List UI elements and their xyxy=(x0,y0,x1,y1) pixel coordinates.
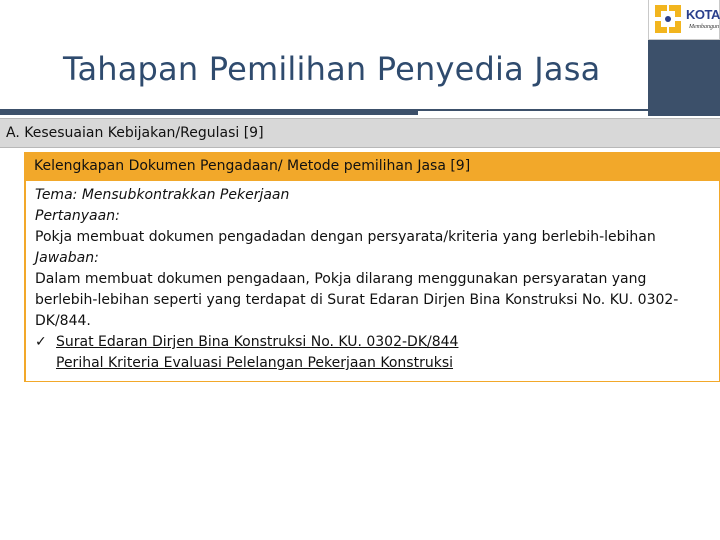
subsection-header: Kelengkapan Dokumen Pengadaan/ Metode pemilihan Jasa [9] xyxy=(24,152,720,180)
reference-link-subtitle[interactable]: Perihal Kriteria Evaluasi Pelelangan Pekerjaan Konstruksi xyxy=(56,355,454,371)
question-label: Pertanyaan: xyxy=(35,208,120,224)
answer-text: Dalam membuat dokumen pengadaan, Pokja dilarang menggunakan persyaratan yang berlebih-lebihan seperti yang terdapat di Surat Edaran Dirjen Bina Konstruksi No. KU. 0302-DK/844. xyxy=(35,271,679,329)
reference-item xyxy=(35,332,713,353)
logo-text: KOTA xyxy=(686,7,720,22)
logo-mark-icon xyxy=(653,3,683,35)
answer-label: Jawaban: xyxy=(35,250,99,266)
page-title: Tahapan Pemilihan Penyedia Jasa xyxy=(63,50,601,88)
section-header: A. Kesesuaian Kebijakan/Regulasi [9] xyxy=(0,118,720,148)
logo-subtext: Membangun xyxy=(689,24,719,30)
question-text: Pokja membuat dokumen pengadadan dengan persyarata/kriteria yang berlebih-lebihan xyxy=(35,229,656,245)
title-underline-thin xyxy=(418,109,648,111)
logo xyxy=(648,0,720,40)
topic-text: Tema: Mensubkontrakkan Pekerjaan xyxy=(35,187,290,203)
checkmark-icon: ✓ xyxy=(35,334,47,350)
content-panel xyxy=(24,180,720,382)
reference-link[interactable]: Surat Edaran Dirjen Bina Konstruksi No. KU. 0302-DK/844 xyxy=(56,334,459,350)
title-underline xyxy=(0,109,418,115)
